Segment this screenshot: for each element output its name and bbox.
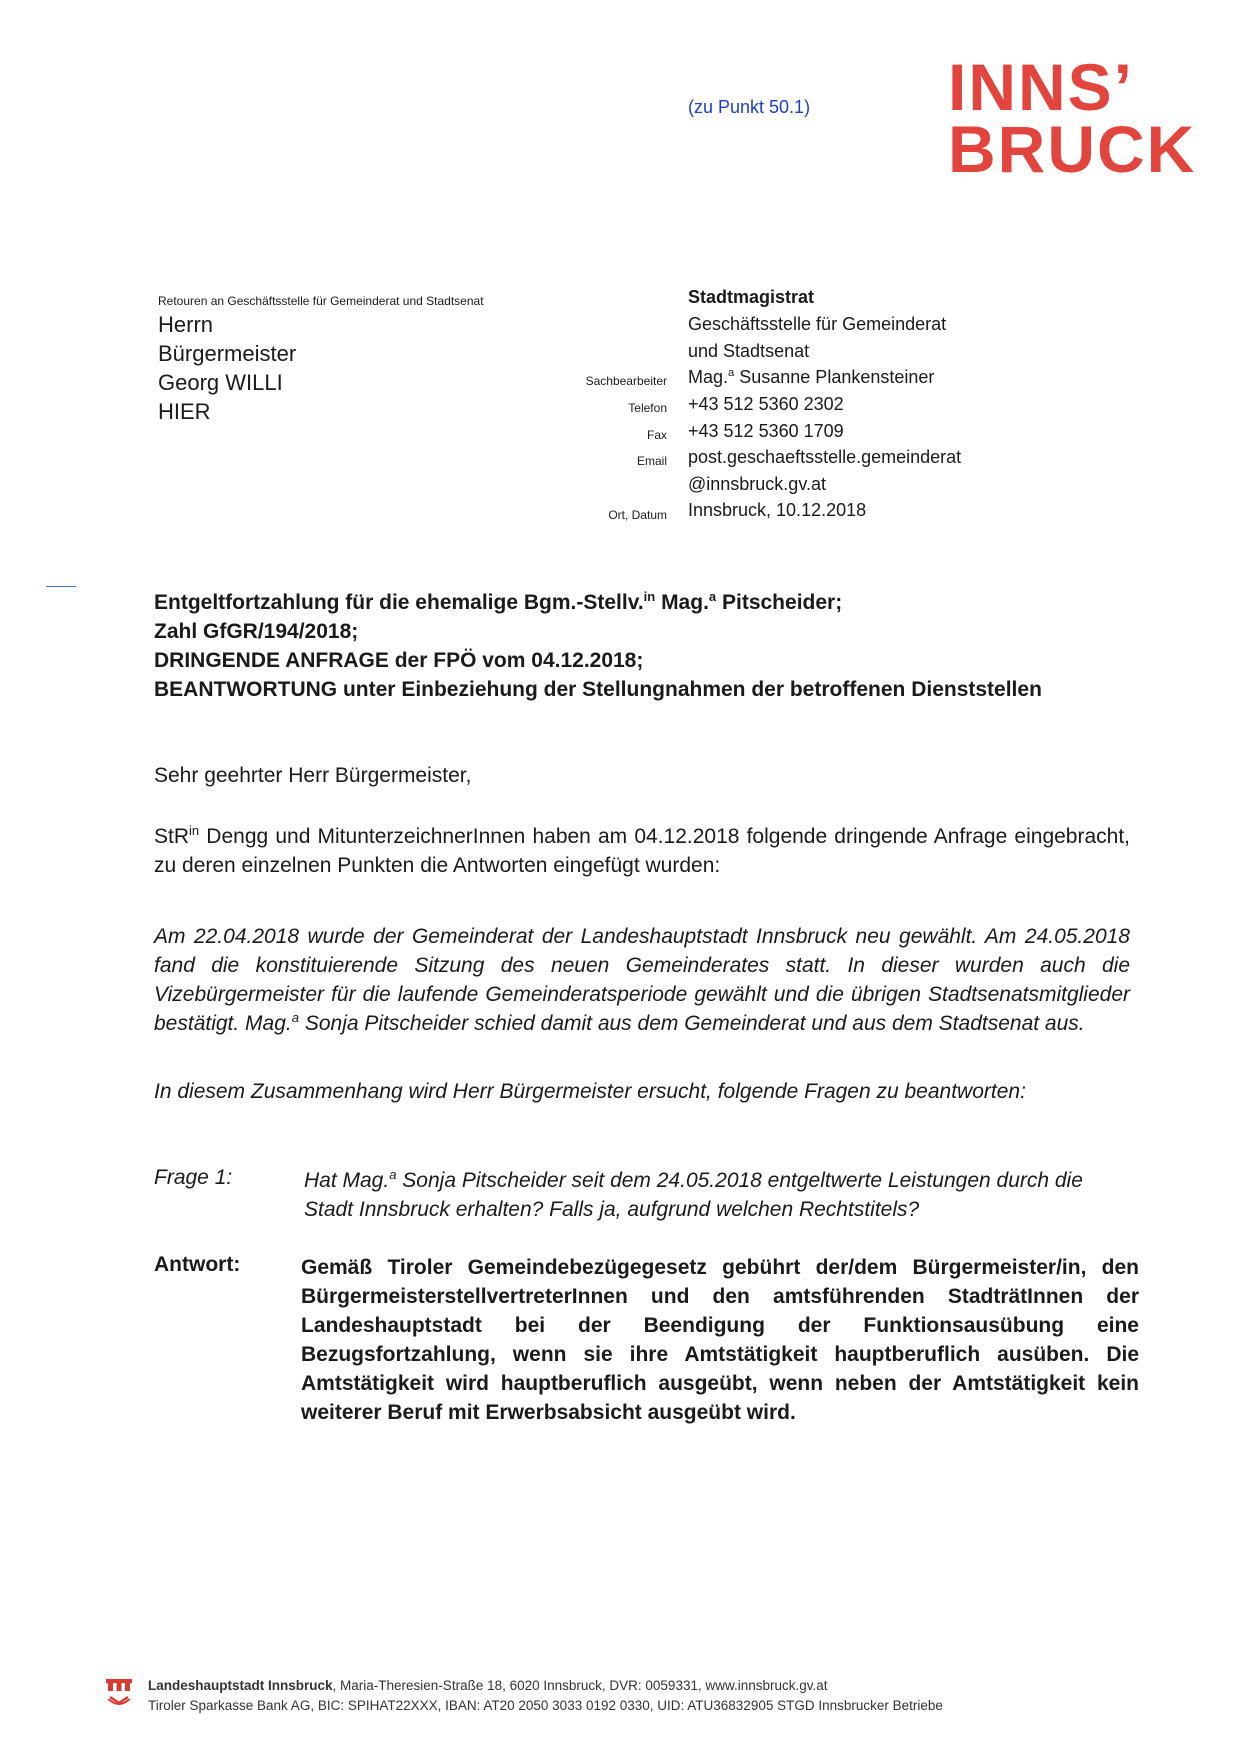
answer-label: Antwort: [154,1253,241,1276]
logo-line-2: BRUCK [948,112,1197,186]
recipient-line: Bürgermeister [158,341,297,366]
reference-note: (zu Punkt 50.1) [688,97,811,117]
sender-department-line: und Stadtsenat [688,341,810,361]
subject-line: BEANTWORTUNG unter Einbeziehung der Stellungnahmen der betroffenen Dienststellen [154,678,1042,701]
sender-organization: Stadtmagistrat [688,287,815,307]
footer-line [148,1676,943,1696]
fax-label: Fax [646,428,667,442]
return-address-line: Retouren an Geschäftsstelle für Gemeinderat und Stadtsenat [158,294,484,308]
question-text: Hat Mag.$^a$ Sonja Pitscheider seit dem 24.05.2018 entgeltwerte Leistungen durch die Stadt Innsbruck erhalten? Falls ja, aufgrund welchen Rechtstitels? [304,1167,1083,1221]
sender-department-line: Geschäftsstelle für Gemeinderat [688,314,947,334]
subject-line: Entgeltfortzahlung für die ehemalige Bgm.-Stellv.$^{in}$ Mag.$^a$ Pitscheider; [154,589,843,614]
clerk-title-sup: a [728,367,735,379]
footer-address: , Maria-Theresien-Straße 18, 6020 Innsbruck, DVR: 0059331, www.innsbruck.gv.at [332,1678,828,1693]
footer-city-name: Landeshauptstadt Innsbruck [148,1678,333,1693]
clerk-name-text: Susanne Plankensteiner [734,367,935,387]
innsbruck-logo [948,50,1197,186]
clerk-title: Mag. [688,367,729,387]
recipient-line: Herrn [158,312,214,337]
answer-text: Gemäß Tiroler Gemeindebezügegesetz gebührt der/dem Bürgermeister/in, den BürgermeisterstellvertreterInnen und den amtsführenden StadträtInnen der Landeshauptstadt bei der Beendigung der Funktionsausübung eine Bezugsfortzahlung, wenn sie ihre Amtstätigkeit hauptberuflich ausüben. Die Amtstätigkeit wird hauptberuflich ausgeübt, wenn neben der Amtstätigkeit kein weiterer Beruf mit Erwerbsabsicht ausgeübt wird. [301,1256,1139,1424]
date-label: Ort, Datum [608,508,667,522]
quoted-inquiry: Am 22.04.2018 wurde der Gemeinderat der Landeshauptstadt Innsbruck neu gewählt. Am 24.05.2018 fand die konstituierende Sitzung des neuen Gemeinderates statt. In dieser wurden auch die Vizebürgermeister für die laufende Gemeinderatsperiode gewählt und die übrigen Stadtsenatsmitglieder bestätigt. Mag.$^a$ Sonja Pitscheider schied damit aus dem Gemeinderat und aus dem Stadtsenat aus. [154,925,1130,1035]
place-date: Innsbruck, 10.12.2018 [688,500,867,520]
footer-line: Tiroler Sparkasse Bank AG, BIC: SPIHAT22XXX, IBAN: AT20 2050 3033 0192 0330, UID: ATU36832905 STGD Innsbrucker Betriebe [148,1698,943,1713]
subject-line: DRINGENDE ANFRAGE der FPÖ vom 04.12.2018; [154,649,644,672]
inquiry-request: In diesem Zusammenhang wird Herr Bürgermeister ersucht, folgende Fragen zu beantworten: [154,1080,1026,1103]
question-label: Frage 1: [154,1166,233,1189]
email-address-line: @innsbruck.gv.at [688,474,826,494]
recipient-line: HIER [158,399,211,424]
recipient-address [158,310,296,426]
subject-line: Zahl GfGR/194/2018; [154,620,359,643]
email-address-line: post.geschaeftsstelle.gemeinderat [688,447,962,467]
footer [148,1676,943,1716]
intro-paragraph: StR$^{in}$ Dengg und MitunterzeichnerInnen haben am 04.12.2018 folgende dringende Anfrage eingebracht, zu deren einzelnen Punkten die Antworten eingefügt wurden: [154,823,1130,877]
clerk-name [688,367,934,388]
fold-mark [46,586,76,587]
city-emblem-icon [104,1677,134,1717]
clerk-label: Sachbearbeiter [585,374,667,388]
recipient-line: Georg WILLI [158,370,283,395]
phone-number: +43 512 5360 2302 [688,394,844,414]
salutation: Sehr geehrter Herr Bürgermeister, [154,764,472,787]
email-label: Email [636,454,667,468]
fax-number: +43 512 5360 1709 [688,421,844,441]
logo-line-1: INNS’ [948,50,1135,124]
subject-block [154,588,1042,704]
phone-label: Telefon [628,401,667,415]
